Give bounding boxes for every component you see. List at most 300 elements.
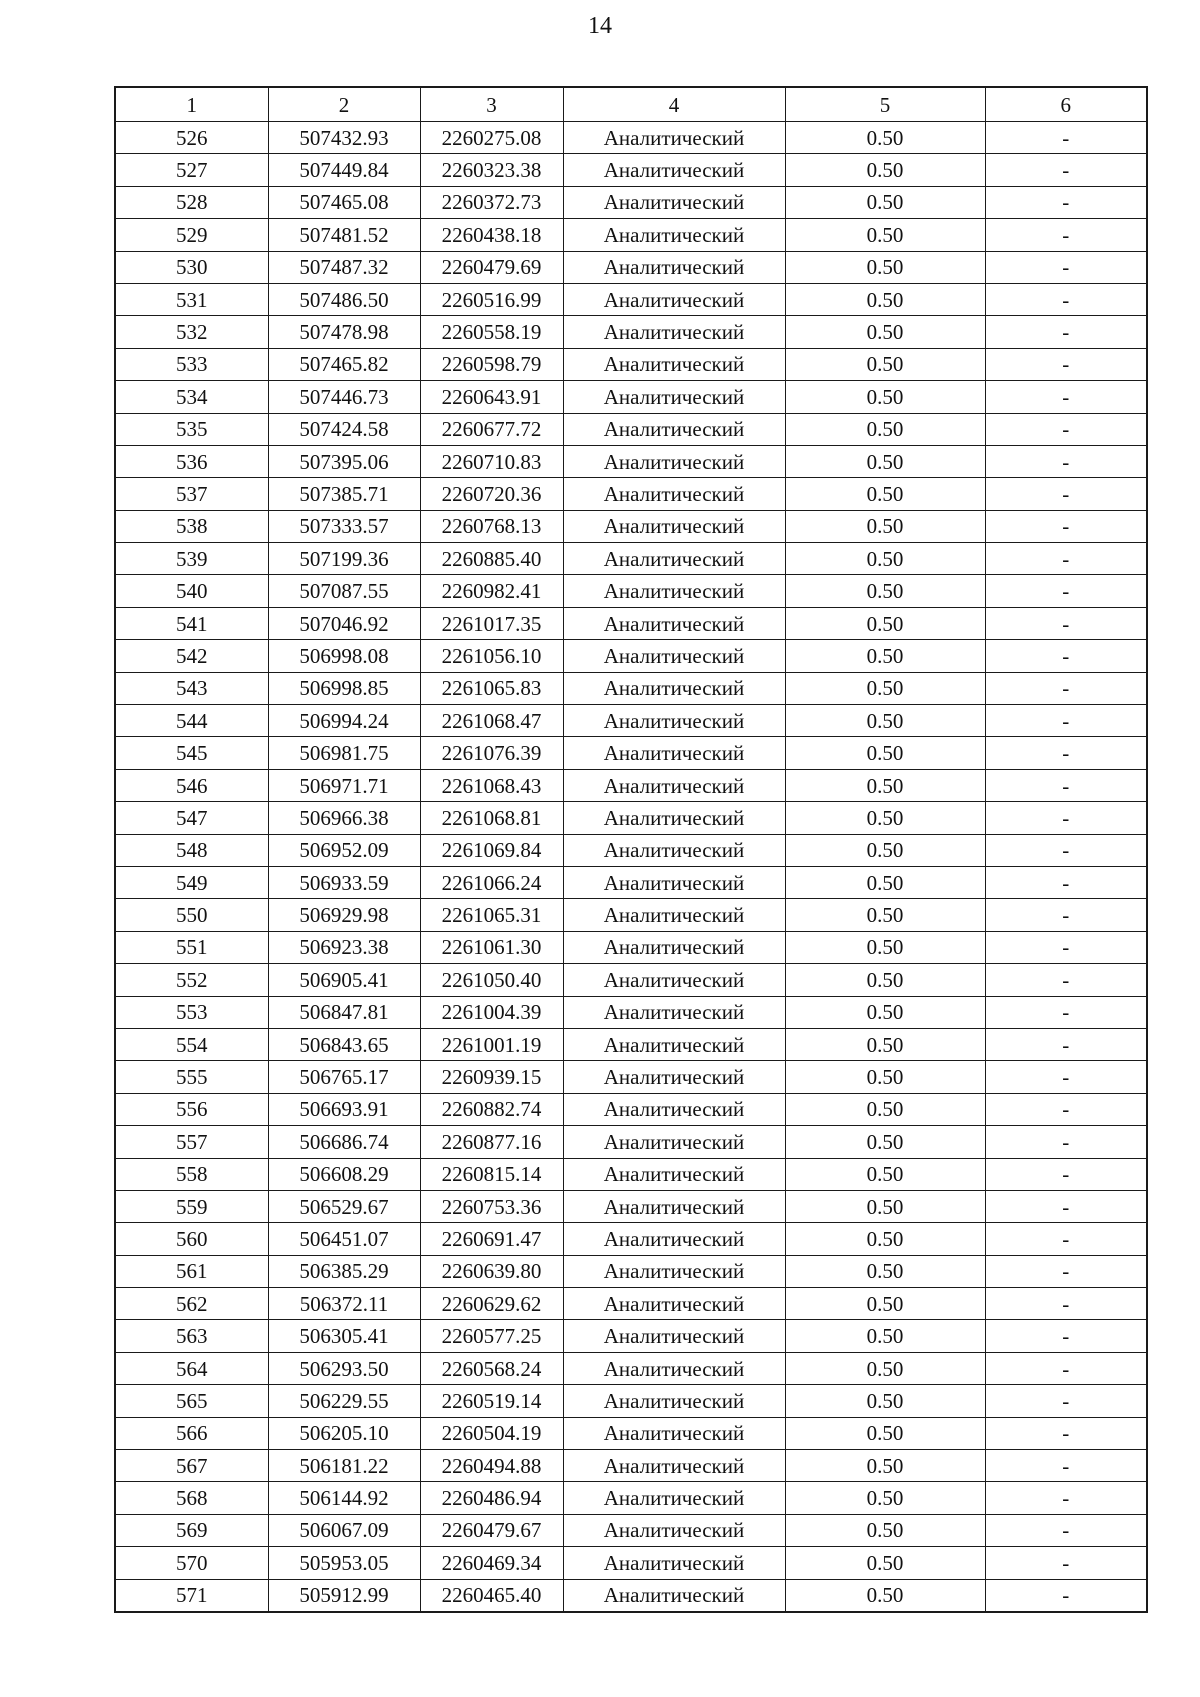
method-cell: Аналитический	[563, 1385, 785, 1417]
point-number-cell: 544	[115, 705, 268, 737]
point-number-cell: 551	[115, 931, 268, 963]
point-number-cell: 553	[115, 996, 268, 1028]
table-row	[115, 543, 1147, 575]
accuracy-cell: 0.50	[785, 1352, 985, 1384]
method-cell: Аналитический	[563, 348, 785, 380]
note-cell: -	[985, 1158, 1147, 1190]
point-number-cell: 547	[115, 802, 268, 834]
y-coordinate-cell: 2260720.36	[420, 478, 563, 510]
point-number-cell: 569	[115, 1514, 268, 1546]
accuracy-cell: 0.50	[785, 219, 985, 251]
y-coordinate-cell: 2260598.79	[420, 348, 563, 380]
point-number-cell: 548	[115, 834, 268, 866]
table-row	[115, 1579, 1147, 1612]
y-coordinate-cell: 2260753.36	[420, 1190, 563, 1222]
method-cell: Аналитический	[563, 543, 785, 575]
point-number-cell: 542	[115, 640, 268, 672]
note-cell: -	[985, 154, 1147, 186]
method-cell: Аналитический	[563, 575, 785, 607]
y-coordinate-cell: 2261068.81	[420, 802, 563, 834]
table-row	[115, 672, 1147, 704]
accuracy-cell: 0.50	[785, 316, 985, 348]
method-cell: Аналитический	[563, 1352, 785, 1384]
method-cell: Аналитический	[563, 510, 785, 542]
method-cell: Аналитический	[563, 1482, 785, 1514]
point-number-cell: 558	[115, 1158, 268, 1190]
y-coordinate-cell: 2261065.83	[420, 672, 563, 704]
accuracy-cell: 0.50	[785, 1061, 985, 1093]
accuracy-cell: 0.50	[785, 1190, 985, 1222]
accuracy-cell: 0.50	[785, 1450, 985, 1482]
y-coordinate-cell: 2260982.41	[420, 575, 563, 607]
y-coordinate-cell: 2260438.18	[420, 219, 563, 251]
method-cell: Аналитический	[563, 1190, 785, 1222]
accuracy-cell: 0.50	[785, 283, 985, 315]
accuracy-cell: 0.50	[785, 1288, 985, 1320]
point-number-cell: 554	[115, 1028, 268, 1060]
y-coordinate-cell: 2260479.67	[420, 1514, 563, 1546]
point-number-cell: 563	[115, 1320, 268, 1352]
note-cell: -	[985, 1450, 1147, 1482]
table-row	[115, 834, 1147, 866]
accuracy-cell: 0.50	[785, 1028, 985, 1060]
table-row	[115, 1482, 1147, 1514]
note-cell: -	[985, 283, 1147, 315]
point-number-cell: 537	[115, 478, 268, 510]
point-number-cell: 533	[115, 348, 268, 380]
table-row	[115, 1514, 1147, 1546]
x-coordinate-cell: 507465.82	[268, 348, 420, 380]
x-coordinate-cell: 506981.75	[268, 737, 420, 769]
note-cell: -	[985, 834, 1147, 866]
method-cell: Аналитический	[563, 1514, 785, 1546]
method-cell: Аналитический	[563, 1255, 785, 1287]
y-coordinate-cell: 2260710.83	[420, 445, 563, 477]
method-cell: Аналитический	[563, 251, 785, 283]
note-cell: -	[985, 1288, 1147, 1320]
point-number-cell: 539	[115, 543, 268, 575]
accuracy-cell: 0.50	[785, 122, 985, 154]
table-row	[115, 575, 1147, 607]
accuracy-cell: 0.50	[785, 1223, 985, 1255]
note-cell: -	[985, 996, 1147, 1028]
method-cell: Аналитический	[563, 1450, 785, 1482]
point-number-cell: 528	[115, 186, 268, 218]
point-number-cell: 529	[115, 219, 268, 251]
table-row	[115, 996, 1147, 1028]
y-coordinate-cell: 2260643.91	[420, 381, 563, 413]
method-cell: Аналитический	[563, 316, 785, 348]
x-coordinate-cell: 506693.91	[268, 1093, 420, 1125]
table-row	[115, 1417, 1147, 1449]
coordinates-table	[114, 86, 1148, 1613]
accuracy-cell: 0.50	[785, 931, 985, 963]
note-cell: -	[985, 1126, 1147, 1158]
x-coordinate-cell: 507478.98	[268, 316, 420, 348]
y-coordinate-cell: 2260558.19	[420, 316, 563, 348]
note-cell: -	[985, 413, 1147, 445]
point-number-cell: 564	[115, 1352, 268, 1384]
point-number-cell: 566	[115, 1417, 268, 1449]
accuracy-cell: 0.50	[785, 1158, 985, 1190]
x-coordinate-cell: 507449.84	[268, 154, 420, 186]
accuracy-cell: 0.50	[785, 1255, 985, 1287]
table-row	[115, 1288, 1147, 1320]
point-number-cell: 560	[115, 1223, 268, 1255]
method-cell: Аналитический	[563, 478, 785, 510]
x-coordinate-cell: 506966.38	[268, 802, 420, 834]
x-coordinate-cell: 506385.29	[268, 1255, 420, 1287]
y-coordinate-cell: 2260691.47	[420, 1223, 563, 1255]
method-cell: Аналитический	[563, 802, 785, 834]
point-number-cell: 540	[115, 575, 268, 607]
note-cell: -	[985, 705, 1147, 737]
accuracy-cell: 0.50	[785, 607, 985, 639]
method-cell: Аналитический	[563, 737, 785, 769]
column-header: 1	[115, 87, 268, 122]
point-number-cell: 545	[115, 737, 268, 769]
y-coordinate-cell: 2260516.99	[420, 283, 563, 315]
table-row	[115, 348, 1147, 380]
note-cell: -	[985, 1190, 1147, 1222]
point-number-cell: 536	[115, 445, 268, 477]
point-number-cell: 527	[115, 154, 268, 186]
x-coordinate-cell: 506181.22	[268, 1450, 420, 1482]
table-row	[115, 122, 1147, 154]
method-cell: Аналитический	[563, 769, 785, 801]
x-coordinate-cell: 506847.81	[268, 996, 420, 1028]
x-coordinate-cell: 507333.57	[268, 510, 420, 542]
method-cell: Аналитический	[563, 1579, 785, 1612]
point-number-cell: 552	[115, 964, 268, 996]
method-cell: Аналитический	[563, 186, 785, 218]
note-cell: -	[985, 316, 1147, 348]
method-cell: Аналитический	[563, 996, 785, 1028]
accuracy-cell: 0.50	[785, 737, 985, 769]
method-cell: Аналитический	[563, 1126, 785, 1158]
x-coordinate-cell: 506144.92	[268, 1482, 420, 1514]
x-coordinate-cell: 506608.29	[268, 1158, 420, 1190]
table-row	[115, 769, 1147, 801]
table-row	[115, 1450, 1147, 1482]
x-coordinate-cell: 507446.73	[268, 381, 420, 413]
x-coordinate-cell: 506205.10	[268, 1417, 420, 1449]
note-cell: -	[985, 1417, 1147, 1449]
point-number-cell: 555	[115, 1061, 268, 1093]
method-cell: Аналитический	[563, 866, 785, 898]
x-coordinate-cell: 506451.07	[268, 1223, 420, 1255]
x-coordinate-cell: 506952.09	[268, 834, 420, 866]
y-coordinate-cell: 2261069.84	[420, 834, 563, 866]
accuracy-cell: 0.50	[785, 348, 985, 380]
x-coordinate-cell: 507487.32	[268, 251, 420, 283]
table-row	[115, 316, 1147, 348]
y-coordinate-cell: 2260372.73	[420, 186, 563, 218]
accuracy-cell: 0.50	[785, 964, 985, 996]
y-coordinate-cell: 2260815.14	[420, 1158, 563, 1190]
note-cell: -	[985, 737, 1147, 769]
column-header: 5	[785, 87, 985, 122]
note-cell: -	[985, 769, 1147, 801]
y-coordinate-cell: 2260519.14	[420, 1385, 563, 1417]
x-coordinate-cell: 505953.05	[268, 1547, 420, 1579]
accuracy-cell: 0.50	[785, 154, 985, 186]
column-header: 3	[420, 87, 563, 122]
note-cell: -	[985, 186, 1147, 218]
method-cell: Аналитический	[563, 445, 785, 477]
note-cell: -	[985, 1514, 1147, 1546]
accuracy-cell: 0.50	[785, 381, 985, 413]
point-number-cell: 571	[115, 1579, 268, 1612]
y-coordinate-cell: 2260939.15	[420, 1061, 563, 1093]
accuracy-cell: 0.50	[785, 251, 985, 283]
note-cell: -	[985, 219, 1147, 251]
method-cell: Аналитический	[563, 607, 785, 639]
table-row	[115, 607, 1147, 639]
y-coordinate-cell: 2260323.38	[420, 154, 563, 186]
x-coordinate-cell: 506905.41	[268, 964, 420, 996]
table-row	[115, 186, 1147, 218]
note-cell: -	[985, 640, 1147, 672]
table-row	[115, 1093, 1147, 1125]
method-cell: Аналитический	[563, 413, 785, 445]
accuracy-cell: 0.50	[785, 996, 985, 1028]
column-header: 4	[563, 87, 785, 122]
table-row	[115, 251, 1147, 283]
y-coordinate-cell: 2261056.10	[420, 640, 563, 672]
y-coordinate-cell: 2260677.72	[420, 413, 563, 445]
note-cell: -	[985, 575, 1147, 607]
method-cell: Аналитический	[563, 154, 785, 186]
accuracy-cell: 0.50	[785, 1417, 985, 1449]
point-number-cell: 568	[115, 1482, 268, 1514]
y-coordinate-cell: 2260465.40	[420, 1579, 563, 1612]
y-coordinate-cell: 2261065.31	[420, 899, 563, 931]
x-coordinate-cell: 507465.08	[268, 186, 420, 218]
method-cell: Аналитический	[563, 1028, 785, 1060]
method-cell: Аналитический	[563, 834, 785, 866]
method-cell: Аналитический	[563, 1061, 785, 1093]
x-coordinate-cell: 507199.36	[268, 543, 420, 575]
x-coordinate-cell: 506971.71	[268, 769, 420, 801]
note-cell: -	[985, 543, 1147, 575]
point-number-cell: 549	[115, 866, 268, 898]
point-number-cell: 559	[115, 1190, 268, 1222]
table-row	[115, 1385, 1147, 1417]
method-cell: Аналитический	[563, 705, 785, 737]
point-number-cell: 561	[115, 1255, 268, 1287]
y-coordinate-cell: 2261050.40	[420, 964, 563, 996]
x-coordinate-cell: 506923.38	[268, 931, 420, 963]
table-row	[115, 866, 1147, 898]
note-cell: -	[985, 348, 1147, 380]
accuracy-cell: 0.50	[785, 445, 985, 477]
y-coordinate-cell: 2260486.94	[420, 1482, 563, 1514]
method-cell: Аналитический	[563, 899, 785, 931]
note-cell: -	[985, 510, 1147, 542]
accuracy-cell: 0.50	[785, 1579, 985, 1612]
x-coordinate-cell: 507424.58	[268, 413, 420, 445]
note-cell: -	[985, 478, 1147, 510]
x-coordinate-cell: 507481.52	[268, 219, 420, 251]
method-cell: Аналитический	[563, 1093, 785, 1125]
accuracy-cell: 0.50	[785, 1482, 985, 1514]
y-coordinate-cell: 2261068.43	[420, 769, 563, 801]
note-cell: -	[985, 672, 1147, 704]
table-row	[115, 640, 1147, 672]
accuracy-cell: 0.50	[785, 1547, 985, 1579]
table-row	[115, 1352, 1147, 1384]
method-cell: Аналитический	[563, 1417, 785, 1449]
table-row	[115, 899, 1147, 931]
accuracy-cell: 0.50	[785, 866, 985, 898]
note-cell: -	[985, 1482, 1147, 1514]
point-number-cell: 556	[115, 1093, 268, 1125]
point-number-cell: 530	[115, 251, 268, 283]
method-cell: Аналитический	[563, 1223, 785, 1255]
accuracy-cell: 0.50	[785, 769, 985, 801]
note-cell: -	[985, 931, 1147, 963]
table-row	[115, 964, 1147, 996]
x-coordinate-cell: 505912.99	[268, 1579, 420, 1612]
x-coordinate-cell: 506765.17	[268, 1061, 420, 1093]
x-coordinate-cell: 506998.85	[268, 672, 420, 704]
point-number-cell: 532	[115, 316, 268, 348]
accuracy-cell: 0.50	[785, 413, 985, 445]
y-coordinate-cell: 2260275.08	[420, 122, 563, 154]
note-cell: -	[985, 802, 1147, 834]
x-coordinate-cell: 506293.50	[268, 1352, 420, 1384]
x-coordinate-cell: 507486.50	[268, 283, 420, 315]
y-coordinate-cell: 2261076.39	[420, 737, 563, 769]
note-cell: -	[985, 1093, 1147, 1125]
table-row	[115, 737, 1147, 769]
header-row	[115, 87, 1147, 122]
accuracy-cell: 0.50	[785, 186, 985, 218]
note-cell: -	[985, 1385, 1147, 1417]
note-cell: -	[985, 1061, 1147, 1093]
point-number-cell: 526	[115, 122, 268, 154]
table-row	[115, 283, 1147, 315]
accuracy-cell: 0.50	[785, 1126, 985, 1158]
table-row	[115, 1190, 1147, 1222]
accuracy-cell: 0.50	[785, 834, 985, 866]
accuracy-cell: 0.50	[785, 1093, 985, 1125]
page-number: 14	[588, 13, 612, 39]
table-row	[115, 1547, 1147, 1579]
point-number-cell: 557	[115, 1126, 268, 1158]
table-row	[115, 478, 1147, 510]
table-row	[115, 1320, 1147, 1352]
y-coordinate-cell: 2260639.80	[420, 1255, 563, 1287]
note-cell: -	[985, 1255, 1147, 1287]
x-coordinate-cell: 506305.41	[268, 1320, 420, 1352]
x-coordinate-cell: 507087.55	[268, 575, 420, 607]
table-body	[115, 122, 1147, 1612]
y-coordinate-cell: 2261017.35	[420, 607, 563, 639]
y-coordinate-cell: 2260882.74	[420, 1093, 563, 1125]
method-cell: Аналитический	[563, 122, 785, 154]
x-coordinate-cell: 506529.67	[268, 1190, 420, 1222]
x-coordinate-cell: 506843.65	[268, 1028, 420, 1060]
table-row	[115, 802, 1147, 834]
method-cell: Аналитический	[563, 672, 785, 704]
y-coordinate-cell: 2260768.13	[420, 510, 563, 542]
note-cell: -	[985, 1547, 1147, 1579]
x-coordinate-cell: 507432.93	[268, 122, 420, 154]
note-cell: -	[985, 1223, 1147, 1255]
point-number-cell: 535	[115, 413, 268, 445]
accuracy-cell: 0.50	[785, 802, 985, 834]
table-row	[115, 413, 1147, 445]
table-row	[115, 219, 1147, 251]
note-cell: -	[985, 251, 1147, 283]
x-coordinate-cell: 506933.59	[268, 866, 420, 898]
point-number-cell: 534	[115, 381, 268, 413]
point-number-cell: 550	[115, 899, 268, 931]
x-coordinate-cell: 507046.92	[268, 607, 420, 639]
table-row	[115, 445, 1147, 477]
table-row	[115, 154, 1147, 186]
table-row	[115, 1028, 1147, 1060]
method-cell: Аналитический	[563, 1320, 785, 1352]
note-cell: -	[985, 899, 1147, 931]
y-coordinate-cell: 2260568.24	[420, 1352, 563, 1384]
table-row	[115, 510, 1147, 542]
method-cell: Аналитический	[563, 931, 785, 963]
x-coordinate-cell: 506372.11	[268, 1288, 420, 1320]
x-coordinate-cell: 507385.71	[268, 478, 420, 510]
method-cell: Аналитический	[563, 1547, 785, 1579]
x-coordinate-cell: 506686.74	[268, 1126, 420, 1158]
y-coordinate-cell: 2261061.30	[420, 931, 563, 963]
point-number-cell: 546	[115, 769, 268, 801]
point-number-cell: 570	[115, 1547, 268, 1579]
table-row	[115, 1255, 1147, 1287]
method-cell: Аналитический	[563, 640, 785, 672]
point-number-cell: 565	[115, 1385, 268, 1417]
accuracy-cell: 0.50	[785, 640, 985, 672]
point-number-cell: 567	[115, 1450, 268, 1482]
x-coordinate-cell: 506067.09	[268, 1514, 420, 1546]
table-row	[115, 931, 1147, 963]
note-cell: -	[985, 1579, 1147, 1612]
accuracy-cell: 0.50	[785, 543, 985, 575]
note-cell: -	[985, 964, 1147, 996]
note-cell: -	[985, 1352, 1147, 1384]
y-coordinate-cell: 2261001.19	[420, 1028, 563, 1060]
y-coordinate-cell: 2261068.47	[420, 705, 563, 737]
table-row	[115, 1061, 1147, 1093]
y-coordinate-cell: 2260479.69	[420, 251, 563, 283]
accuracy-cell: 0.50	[785, 1320, 985, 1352]
point-number-cell: 541	[115, 607, 268, 639]
table-row	[115, 1126, 1147, 1158]
method-cell: Аналитический	[563, 381, 785, 413]
x-coordinate-cell: 507395.06	[268, 445, 420, 477]
column-header: 2	[268, 87, 420, 122]
note-cell: -	[985, 1028, 1147, 1060]
accuracy-cell: 0.50	[785, 1385, 985, 1417]
accuracy-cell: 0.50	[785, 510, 985, 542]
y-coordinate-cell: 2260577.25	[420, 1320, 563, 1352]
y-coordinate-cell: 2260504.19	[420, 1417, 563, 1449]
note-cell: -	[985, 445, 1147, 477]
method-cell: Аналитический	[563, 1288, 785, 1320]
method-cell: Аналитический	[563, 964, 785, 996]
table-row	[115, 705, 1147, 737]
accuracy-cell: 0.50	[785, 705, 985, 737]
